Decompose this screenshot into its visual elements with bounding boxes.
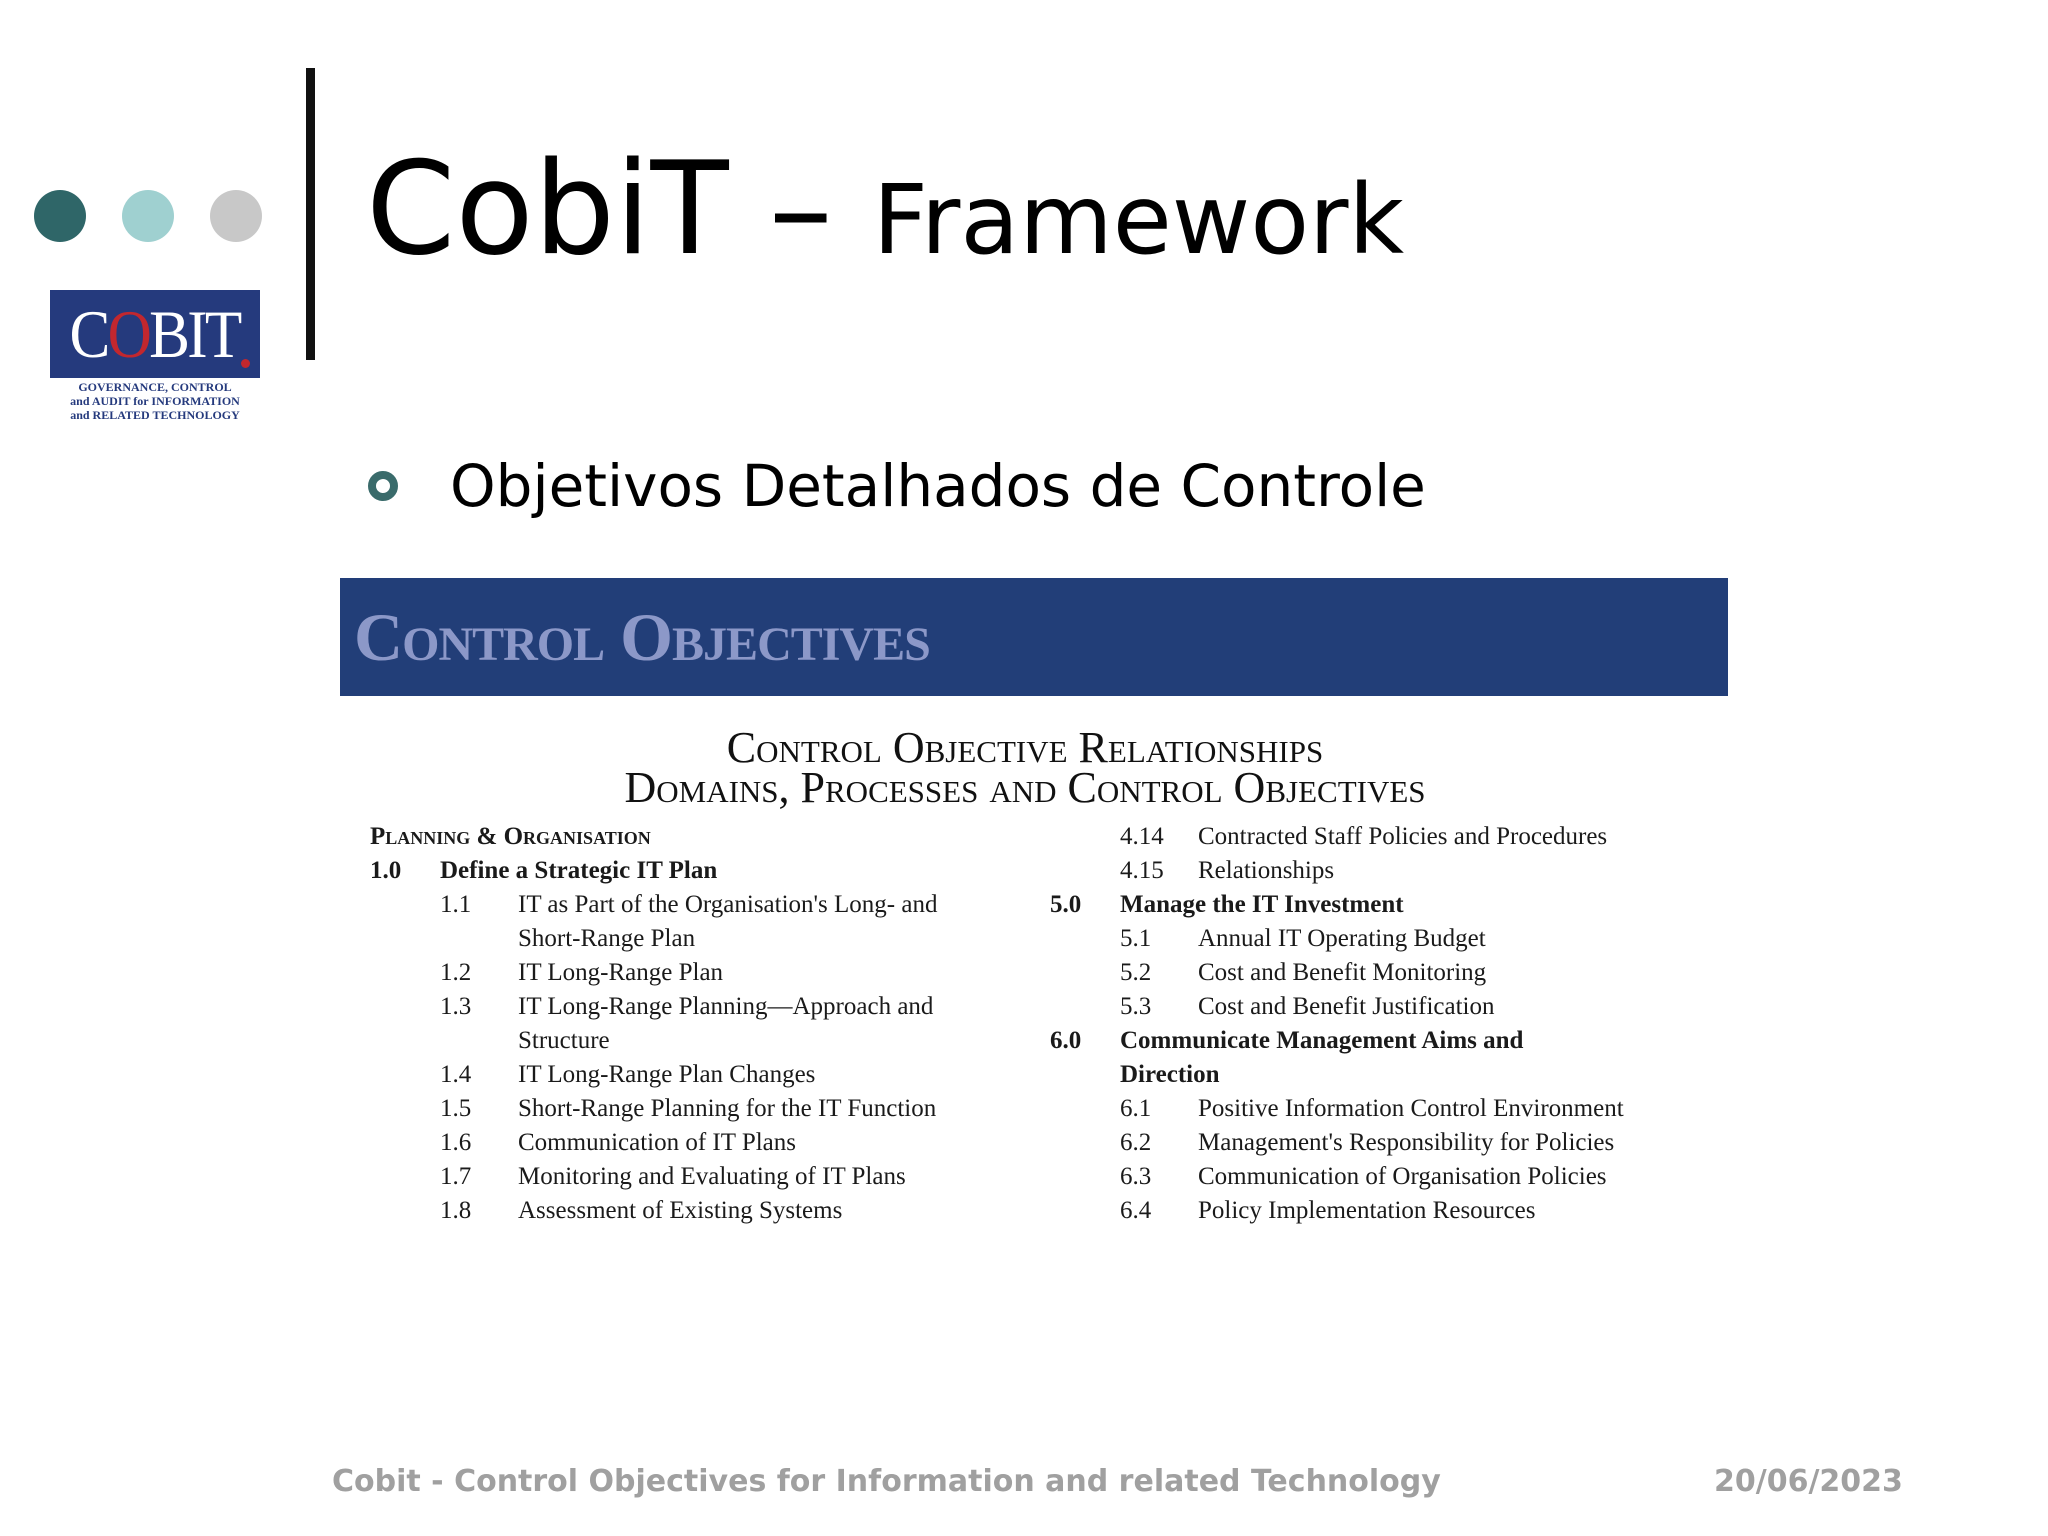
cobit-logo-tagline: GOVERNANCE, CONTROL and AUDIT for INFORMATION and RELATED TECHNOLOGY xyxy=(70,380,240,422)
document-heading-line-2: Domains, Processes and Control Objectives xyxy=(624,763,1426,812)
cobit-logo xyxy=(50,290,260,420)
bullet-item xyxy=(368,452,1426,520)
bullet-text: Objetivos Detalhados de Controle xyxy=(450,452,1426,520)
document-banner xyxy=(340,578,1728,696)
domain-heading: Planning & Organisation xyxy=(370,823,651,850)
process-1-title: Define a Strategic IT Plan xyxy=(440,857,718,884)
dot-light-teal xyxy=(122,190,174,242)
process-1-number: 1.0 xyxy=(370,857,402,884)
process-6-title: Communicate Management Aims and xyxy=(1120,1027,1524,1054)
document-banner-text: Control Objectives xyxy=(354,598,930,675)
control-objectives-document-image: Control Objectives Control Objective Relationships Domains, Processes and Control Objectives Planning & Organisation 1.0 Define a Strategic IT Plan 1.1 IT as Part of the Organisation's Long- and Short-Range Plan 1.2 IT Long-Range Plan 1.3 IT Long-Range Planning—Approach and Structure 1.4 IT Long-Range Plan Changes 1.5 Short-Range Planning for the IT Function 1.6 Communication of IT Plans 1.7 Monitoring and Evaluating of IT Plans 1.8 Assessment of Existing Systems 4.14 Contracted Staff Policies and Procedures 4.15 Relationships 5.0 Manage the IT Investment 5.1 Annual IT Operating Budget 5.2 Cost and Benefit Monitoring 5.3 Cost and Benefit Justification 6.0 Communicate Management Aims and Direction 6.1 Positive Information Control Environment 6.2 Management's Responsibility for Policies 6.3 Communication of Organisation Policies 6.4 Policy Implementation Resources xyxy=(340,578,1728,1246)
dot-dark-teal xyxy=(34,190,86,242)
document-heading-line-1: Control Objective Relationships xyxy=(726,723,1324,772)
document-heading xyxy=(340,723,1728,812)
process-5-number: 5.0 xyxy=(1050,891,1082,918)
process-6-number: 6.0 xyxy=(1050,1027,1082,1054)
dot-gray xyxy=(210,190,262,242)
cobit-logo-box xyxy=(50,290,260,378)
cobit-logo-wordmark: COBIT xyxy=(69,296,241,372)
ring-bullet-icon xyxy=(368,471,398,501)
footer-caption: Cobit - Control Objectives for Information and related Technology xyxy=(332,1464,1441,1499)
decorative-dots xyxy=(34,190,262,242)
footer-date: 20/06/2023 xyxy=(1714,1464,1903,1499)
registered-mark-icon xyxy=(241,359,250,368)
slide-title-main: CobiT xyxy=(366,135,729,284)
slide-title-separator: – xyxy=(768,135,833,284)
process-5-title: Manage the IT Investment xyxy=(1120,891,1404,918)
slide-title xyxy=(366,135,1405,284)
vertical-rule xyxy=(306,68,315,360)
slide-title-sub: Framework xyxy=(872,164,1405,276)
